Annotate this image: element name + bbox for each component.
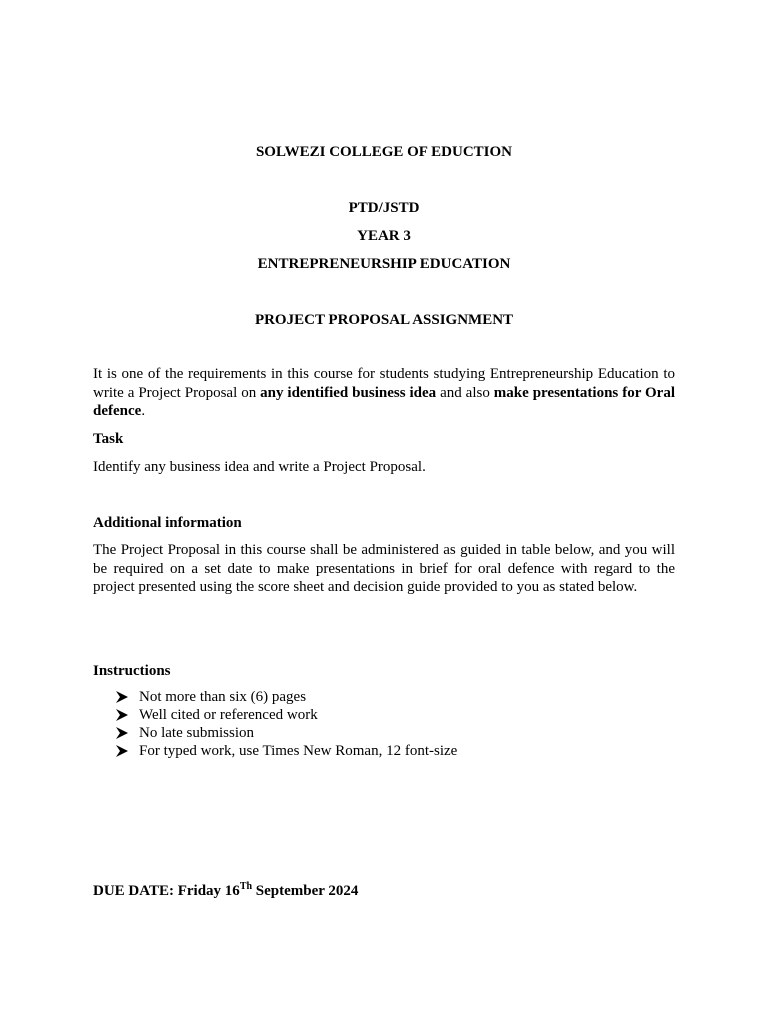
instructions-heading: Instructions <box>93 663 171 679</box>
arrowhead-bullet-icon <box>115 691 129 703</box>
assignment-title: PROJECT PROPOSAL ASSIGNMENT <box>254 312 514 328</box>
intro-paragraph <box>93 365 675 421</box>
program-code: PTD/JSTD <box>348 200 420 216</box>
additional-heading: Additional information <box>93 515 242 531</box>
intro-text-2: and also <box>436 384 494 401</box>
list-item <box>93 706 675 724</box>
list-item <box>93 688 675 706</box>
list-item <box>93 724 675 742</box>
intro-bold-1: any identified business idea <box>260 384 437 401</box>
list-item-text: Well cited or referenced work <box>139 707 318 723</box>
due-date-label: DUE DATE: Friday 16 <box>93 883 240 899</box>
course-name: ENTREPRENEURSHIP EDUCATION <box>257 256 511 272</box>
intro-text-1: It is one of the requirements in this course for students studying Entrepreneurship Education to write a Project Proposal on <box>93 366 675 401</box>
due-date-superscript: Th <box>239 881 253 892</box>
arrowhead-bullet-icon <box>115 709 129 721</box>
college-name: SOLWEZI COLLEGE OF EDUCTION <box>255 144 513 160</box>
intro-text-3: . <box>141 403 146 419</box>
year-label: YEAR 3 <box>357 228 411 244</box>
instructions-list <box>93 688 675 760</box>
due-date-rest: September 2024 <box>252 883 359 899</box>
list-item-text: For typed work, use Times New Roman, 12 font-size <box>139 743 458 759</box>
list-item-text: Not more than six (6) pages <box>139 689 307 705</box>
list-item <box>93 742 675 760</box>
task-heading: Task <box>93 431 124 447</box>
arrowhead-bullet-icon <box>115 727 129 739</box>
list-item-text: No late submission <box>139 725 254 741</box>
task-text: Identify any business idea and write a Project Proposal. <box>93 459 426 475</box>
due-date <box>93 882 675 901</box>
arrowhead-bullet-icon <box>115 745 129 757</box>
intro-bold-2: make presentations for Oral defence <box>93 384 676 419</box>
additional-paragraph: The Project Proposal in this course shall be administered as guided in table below, and you will be required on a set date to make presentations in brief for oral defence with regard to the project presented using the score sheet and decision guide provided to you as stated below. <box>93 542 675 595</box>
